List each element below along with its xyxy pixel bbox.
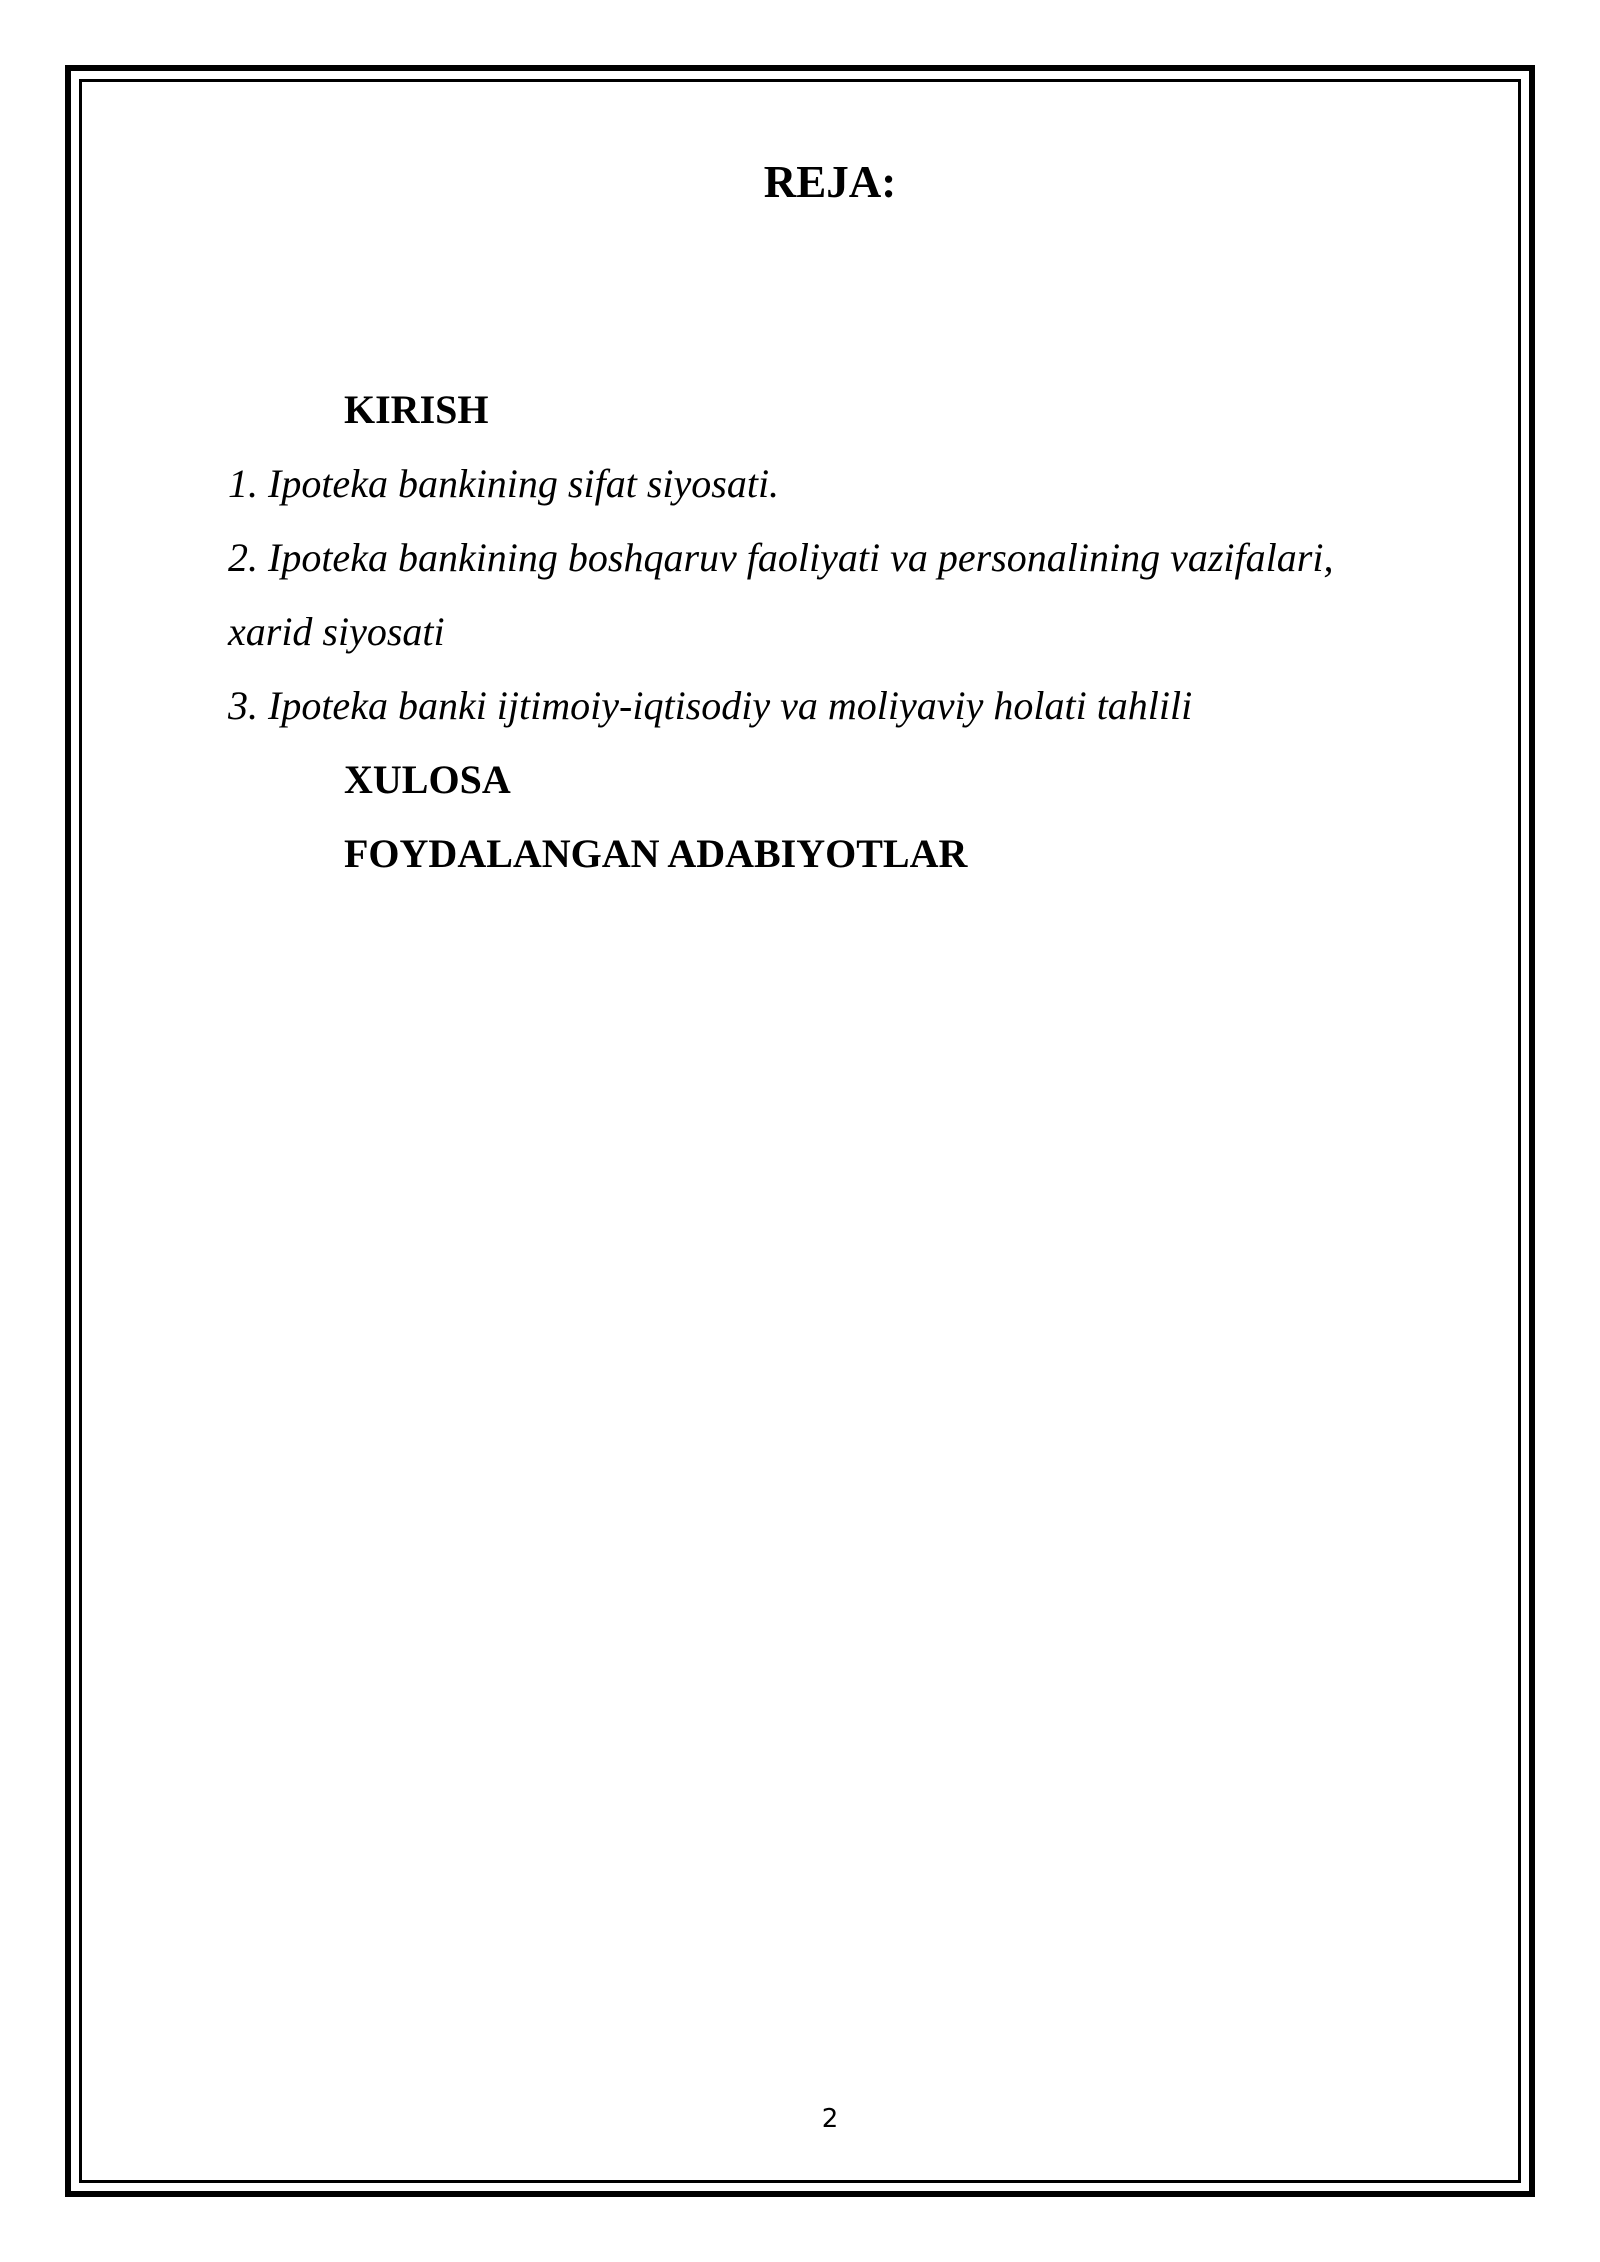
toc-item-2-continuation: xarid siyosati bbox=[228, 609, 445, 654]
toc-heading-intro: KIRISH bbox=[344, 387, 489, 432]
toc-item-3 bbox=[228, 679, 1192, 733]
toc-item-text: Ipoteka bankining boshqaruv faoliyati va personalining vazifalari, bbox=[268, 535, 1334, 580]
toc-item-text: Ipoteka banki ijtimoiy-iqtisodiy va moliyaviy holati tahlili bbox=[268, 683, 1193, 728]
toc-heading-conclusion: XULOSA bbox=[344, 757, 511, 802]
toc-item-text: Ipoteka bankining sifat siyosati. bbox=[268, 461, 780, 506]
page-border-inner bbox=[79, 79, 1521, 2183]
toc-item-number: 2. bbox=[228, 535, 258, 580]
page-title: REJA: bbox=[763, 157, 897, 207]
toc-item-1 bbox=[228, 457, 779, 511]
toc-heading-references: FOYDALANGAN ADABIYOTLAR bbox=[344, 831, 968, 876]
toc-item-number: 3. bbox=[228, 683, 258, 728]
toc-item-2 bbox=[228, 531, 1333, 585]
page-number: 2 bbox=[821, 2104, 839, 2134]
toc-item-number: 1. bbox=[228, 461, 258, 506]
